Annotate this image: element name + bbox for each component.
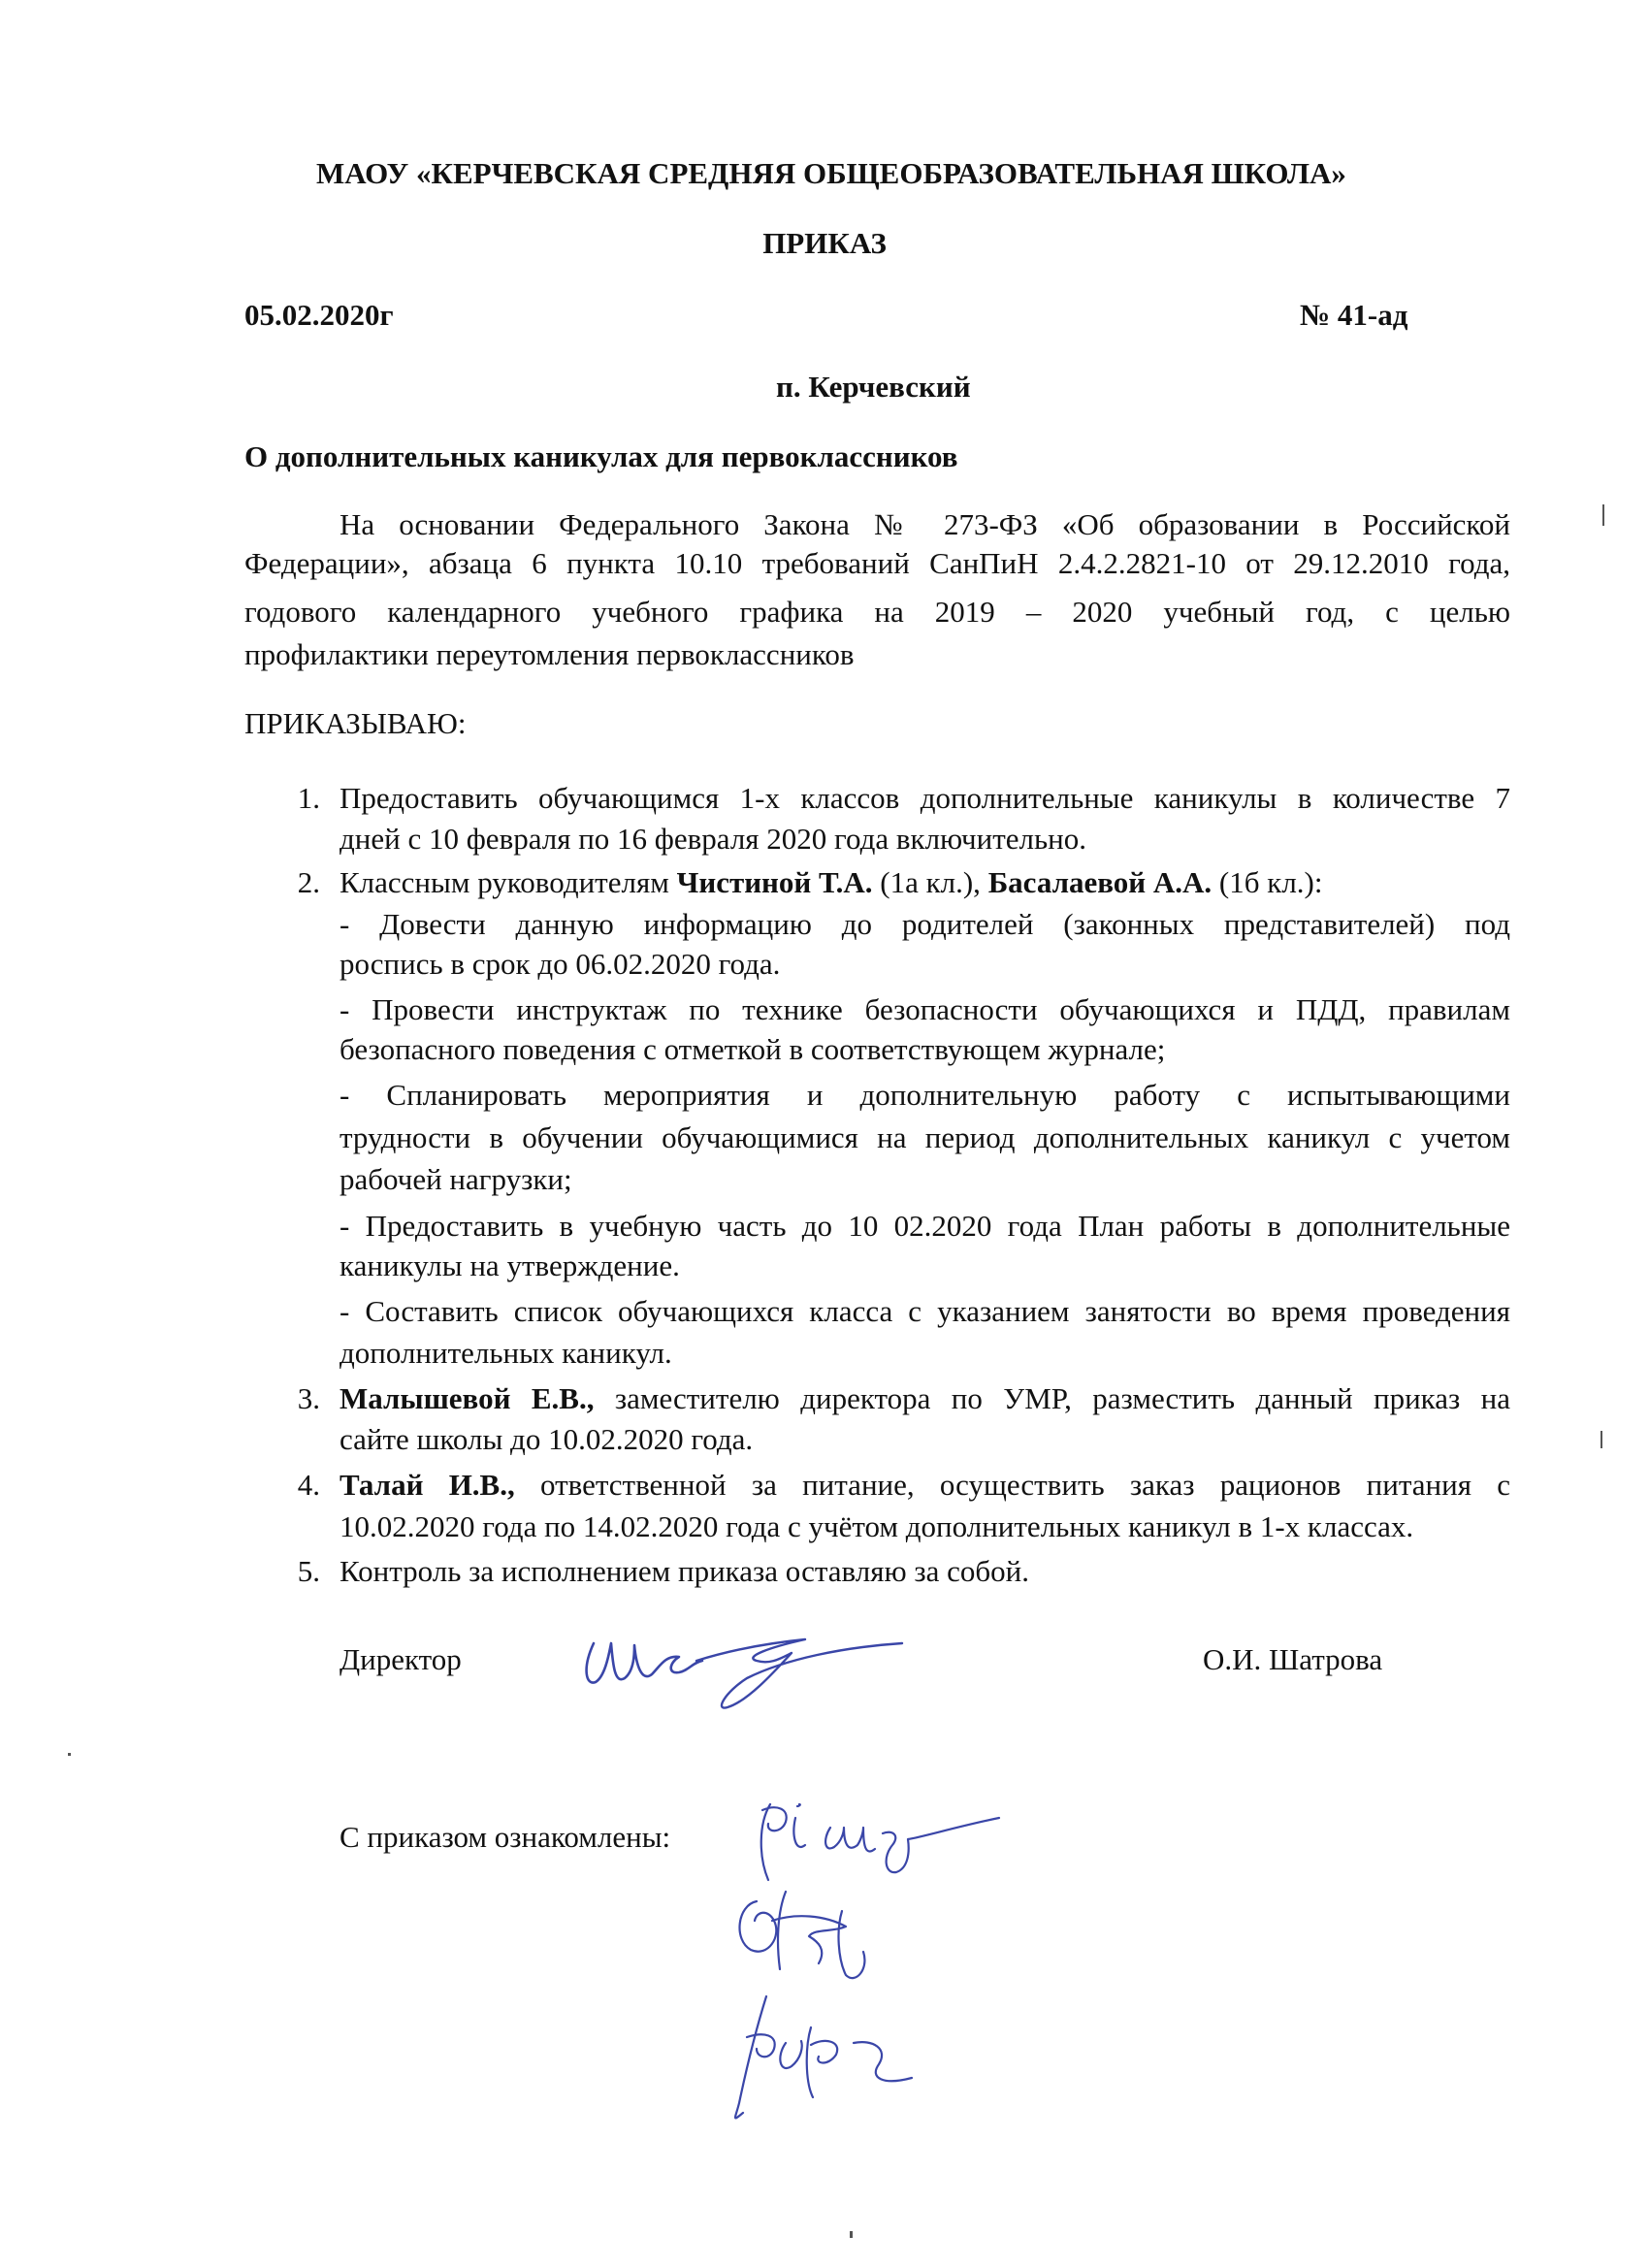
item-2-heading	[340, 864, 1322, 901]
acknowledged-label: С приказом ознакомлены:	[340, 1820, 671, 1854]
subitem-3-line-2: трудности в обучении обучающимися на период дополнительных каникул с учетом	[340, 1120, 1510, 1154]
scan-speck	[1602, 504, 1604, 526]
signature-position: Директор	[340, 1642, 462, 1676]
item-4-line-2: 10.02.2020 года по 14.02.2020 года с учётом дополнительных каникул в 1-х классах.	[340, 1509, 1414, 1543]
subitem-1-line-1: - Довести данную информацию до родителей (законных представителей) под	[340, 907, 1510, 941]
preamble-line-3: годового календарного учебного графика на 2019 – 2020 учебный год, с целью	[244, 595, 1510, 629]
subitem-2-line-2: безопасного поведения с отметкой в соответствующем журнале;	[340, 1032, 1166, 1066]
acknowledgement-signature-1	[737, 1785, 1028, 1892]
item-2-number: 2.	[297, 865, 320, 899]
teacher-1-name: Чистиной Т.А.	[676, 865, 873, 899]
order-word: ПРИКАЗЫВАЮ:	[244, 706, 467, 740]
scan-speck	[850, 2231, 853, 2238]
subitem-4-line-1: - Предоставить в учебную часть до 10 02.2020 года План работы в дополнительные	[340, 1209, 1510, 1243]
item-2-lead: Классным руководителям	[340, 865, 677, 899]
subitem-3-line-1: - Спланировать мероприятия и дополнительную работу с испытывающими	[340, 1078, 1510, 1112]
item-2-mid: (1а кл.),	[872, 865, 988, 899]
item-1-line-1: Предоставить обучающимся 1-х классов дополнительные каникулы в количестве 7	[340, 781, 1510, 815]
order-date: 05.02.2020г	[244, 298, 394, 332]
subitem-5-line-2: дополнительных каникул.	[340, 1336, 672, 1370]
order-subject: О дополнительных каникулах для первоклассников	[244, 439, 958, 473]
item-3-line-2: сайте школы до 10.02.2020 года.	[340, 1422, 754, 1456]
order-place: п. Керчевский	[776, 370, 971, 404]
item-1-number: 1.	[297, 781, 320, 815]
subitem-1-line-2: роспись в срок до 06.02.2020 года.	[340, 947, 781, 981]
subitem-3-line-3: рабочей нагрузки;	[340, 1162, 572, 1196]
item-3-line-1	[340, 1380, 1510, 1417]
item-2-tail: (1б кл.):	[1212, 865, 1323, 899]
scan-speck	[68, 1753, 71, 1756]
item-1-line-2: дней с 10 февраля по 16 февраля 2020 года включительно.	[340, 822, 1086, 856]
item-3-number: 3.	[297, 1381, 320, 1415]
preamble-line-2: Федерации», абзаца 6 пункта 10.10 требований СанПиН 2.4.2.2821-10 от 29.12.2010 года,	[244, 546, 1510, 580]
acknowledgement-signature-3	[718, 1989, 951, 2134]
document-type: ПРИКАЗ	[762, 226, 887, 260]
teacher-2-name: Басалаевой А.А.	[987, 865, 1212, 899]
preamble-line-1: На основании Федерального Закона № 273-ФЗ «Об образовании в Российской	[340, 507, 1510, 541]
signature-name: О.И. Шатрова	[1203, 1642, 1383, 1676]
order-number: № 41-ад	[1300, 298, 1408, 332]
director-signature	[572, 1610, 922, 1717]
item-4-line-1-rest: ответственной за питание, осуществить заказ рационов питания с	[514, 1468, 1510, 1502]
organization-name: МАОУ «КЕРЧЕВСКАЯ СРЕДНЯЯ ОБЩЕОБРАЗОВАТЕЛЬНАЯ ШКОЛА»	[316, 156, 1346, 190]
item-5-text: Контроль за исполнением приказа оставляю за собой.	[340, 1554, 1030, 1588]
item-4-name: Талай И.В.,	[340, 1468, 515, 1502]
scan-speck	[1600, 1431, 1602, 1448]
subitem-2-line-1: - Провести инструктаж по технике безопасности обучающихся и ПДД, правилам	[340, 992, 1510, 1026]
item-4-line-1	[340, 1467, 1510, 1504]
item-3-line-1-rest: заместителю директора по УМР, разместить данный приказ на	[594, 1381, 1510, 1415]
subitem-5-line-1: - Составить список обучающихся класса с указанием занятости во время проведения	[340, 1294, 1510, 1328]
item-5-number: 5.	[297, 1554, 320, 1588]
item-4-number: 4.	[297, 1468, 320, 1502]
item-3-name: Малышевой Е.В.,	[340, 1381, 595, 1415]
preamble-line-4: профилактики переутомления первоклассников	[244, 637, 855, 671]
subitem-4-line-2: каникулы на утверждение.	[340, 1248, 680, 1282]
